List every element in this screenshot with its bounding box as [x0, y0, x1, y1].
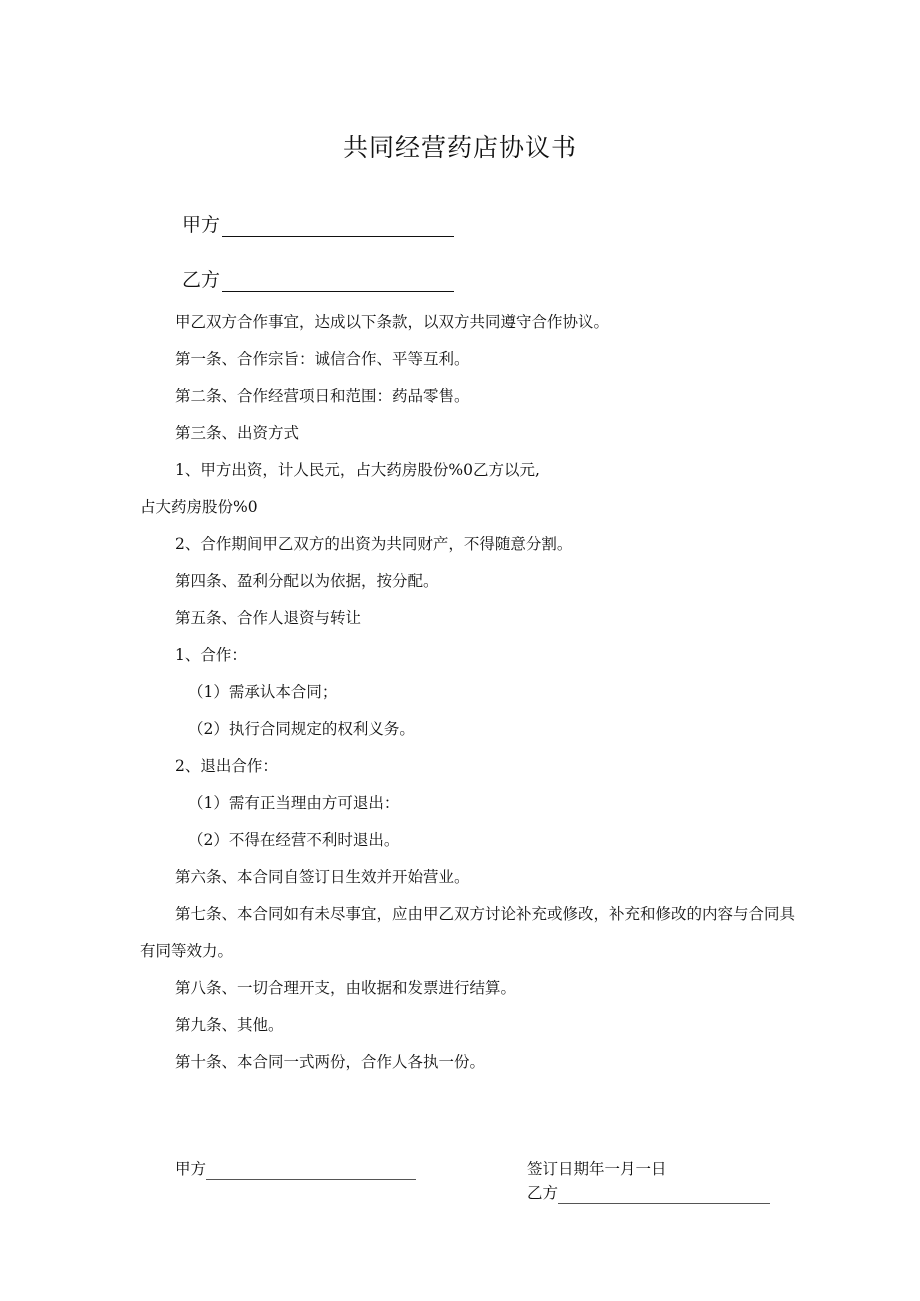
- article-3: 第三条、出资方式: [175, 424, 300, 442]
- article-6: 第六条、本合同自签订日生效并开始营业。: [175, 868, 470, 886]
- signature-party-b-label: 乙方: [527, 1184, 559, 1202]
- article-3-item-1-cont: 占大药房股份%0: [140, 498, 258, 516]
- party-b-blank: [222, 271, 454, 292]
- article-5-item-1: 1、合作：: [175, 646, 247, 664]
- article-2: 第二条、合作经营项日和范围：药品零售。: [175, 387, 470, 405]
- article-3-item-1: 1、甲方出资，计人民元，占大药房股份%0乙方以元,: [175, 461, 540, 479]
- paragraph-intro: 甲乙双方合作事宜，达成以下条款，以双方共同遵守合作协议。: [175, 313, 610, 331]
- party-a-label: 甲方: [182, 214, 221, 236]
- article-4: 第四条、盈利分配以为依据，按分配。: [175, 572, 439, 590]
- article-7: 第七条、本合同如有未尽事宜，应由甲乙双方讨论补充或修改，补充和修改的内容与合同具有同等效力。: [140, 905, 796, 960]
- signature-party-a-label: 甲方: [175, 1160, 207, 1178]
- article-10: 第十条、本合同一式两份，合作人各执一份。: [175, 1053, 486, 1071]
- article-5-item-1-2: （2）执行合同规定的权利义务。: [188, 720, 415, 738]
- party-a-line: [182, 213, 454, 237]
- article-9: 第九条、其他。: [175, 1016, 284, 1034]
- party-b-line: [182, 268, 454, 292]
- signature-party-a-blank: [206, 1163, 416, 1180]
- agreement-body: [140, 304, 800, 1081]
- signature-party-b: [527, 1182, 770, 1204]
- signature-party-b-blank: [558, 1187, 770, 1204]
- article-5-item-1-1: （1）需承认本合同；: [188, 683, 338, 701]
- party-a-blank: [222, 216, 454, 237]
- article-5-item-2-1: （1）需有正当理由方可退出：: [188, 794, 400, 812]
- article-8: 第八条、一切合理开支，由收据和发票进行结算。: [175, 979, 517, 997]
- signature-party-a: [175, 1158, 416, 1180]
- party-b-label: 乙方: [182, 269, 221, 291]
- article-5-item-2-2: （2）不得在经营不利时退出。: [188, 831, 400, 849]
- document-title: 共同经营药店协议书: [342, 133, 577, 162]
- article-5-item-2: 2、退出合作：: [175, 757, 278, 775]
- article-1: 第一条、合作宗旨：诚信合作、平等互利。: [175, 350, 470, 368]
- article-3-item-2: 2、合作期间甲乙双方的出资为共同财产，不得随意分割。: [175, 535, 573, 553]
- signature-date: 签订日期年一月一日: [527, 1160, 667, 1178]
- article-5: 第五条、合作人退资与转让: [175, 609, 362, 627]
